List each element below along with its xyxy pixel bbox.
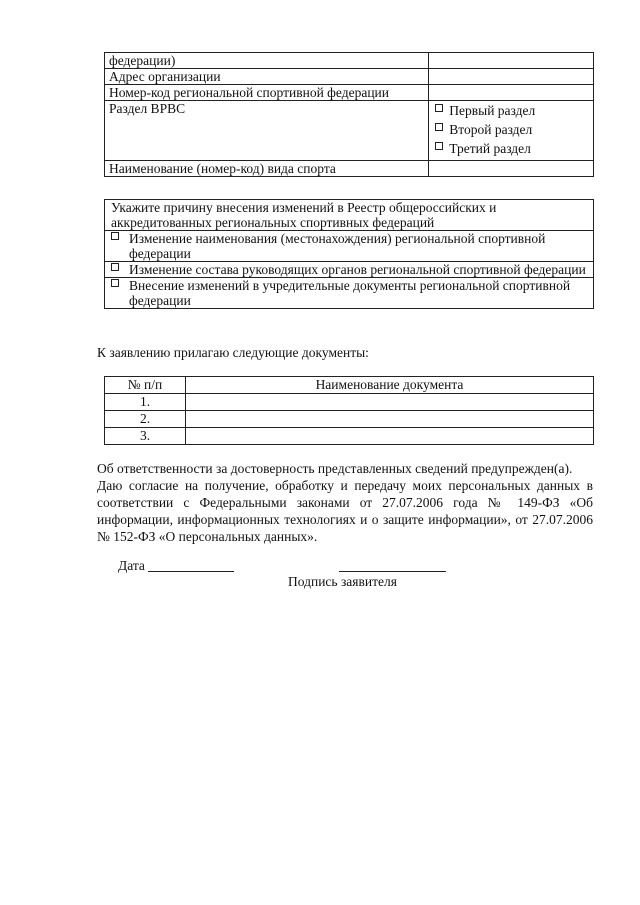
date-label: Дата xyxy=(118,558,145,573)
option-first-section[interactable]: Первый раздел xyxy=(435,101,589,120)
field-value[interactable] xyxy=(429,53,594,69)
row-number: 1. xyxy=(105,394,186,411)
consent-paragraph: Даю согласие на получение, обработку и передачу моих персональных данных в соответствии с Федеральными законами от 27.07.2006 года № 149-ФЗ «Об информации, информационных технологиях и о защите информации», от 27.07.2006 № 152-ФЗ «О персональных данных». xyxy=(97,478,593,544)
row-number: 2. xyxy=(105,411,186,428)
reason-table xyxy=(104,199,594,309)
field-value[interactable] xyxy=(429,69,594,85)
signature-label: Подпись заявителя xyxy=(288,574,397,589)
reason-option-label: Внесение изменений в учредительные документы региональной спортивной федерации xyxy=(125,278,594,309)
reason-option-label: Изменение состава руководящих органов региональной спортивной федерации xyxy=(125,262,594,278)
organization-info-table xyxy=(104,52,594,177)
field-label: Адрес организации xyxy=(105,69,429,85)
reason-option-1[interactable] xyxy=(105,231,126,262)
field-value[interactable] xyxy=(429,85,594,101)
date-field[interactable] xyxy=(148,571,234,572)
responsibility-line: Об ответственности за достоверность представленных сведений предупрежден(а). xyxy=(97,461,573,476)
checkbox-icon[interactable] xyxy=(435,142,443,150)
checkbox-icon[interactable] xyxy=(111,232,119,240)
table-row xyxy=(105,394,594,411)
reason-title: Укажите причину внесения изменений в Реестр общероссийских и аккредитованных региональных спортивных федераций xyxy=(105,200,594,231)
field-label: Раздел ВРВС xyxy=(105,101,429,161)
checkbox-icon[interactable] xyxy=(435,104,443,112)
column-header-number: № п/п xyxy=(105,377,186,394)
field-label: Номер-код региональной спортивной федерации xyxy=(105,85,429,101)
document-name-cell[interactable] xyxy=(186,411,594,428)
reason-option-3[interactable] xyxy=(105,278,126,309)
checkbox-icon[interactable] xyxy=(111,279,119,287)
responsibility-statement xyxy=(97,460,593,545)
table-row xyxy=(105,428,594,445)
field-label: федерации) xyxy=(105,53,429,69)
table-row xyxy=(105,411,594,428)
checkbox-icon[interactable] xyxy=(111,263,119,271)
documents-intro: К заявлению прилагаю следующие документы: xyxy=(97,345,369,360)
signature-field[interactable] xyxy=(339,571,446,572)
field-value[interactable] xyxy=(429,161,594,177)
vrvs-section-options xyxy=(429,101,594,161)
option-third-section[interactable]: Третий раздел xyxy=(435,139,589,158)
document-name-cell[interactable] xyxy=(186,394,594,411)
documents-table xyxy=(104,376,594,445)
reason-option-label: Изменение наименования (местонахождения) региональной спортивной федерации xyxy=(125,231,594,262)
field-label: Наименование (номер-код) вида спорта xyxy=(105,161,429,177)
column-header-name: Наименование документа xyxy=(186,377,594,394)
document-name-cell[interactable] xyxy=(186,428,594,445)
reason-option-2[interactable] xyxy=(105,262,126,278)
option-second-section[interactable]: Второй раздел xyxy=(435,120,589,139)
checkbox-icon[interactable] xyxy=(435,123,443,131)
row-number: 3. xyxy=(105,428,186,445)
